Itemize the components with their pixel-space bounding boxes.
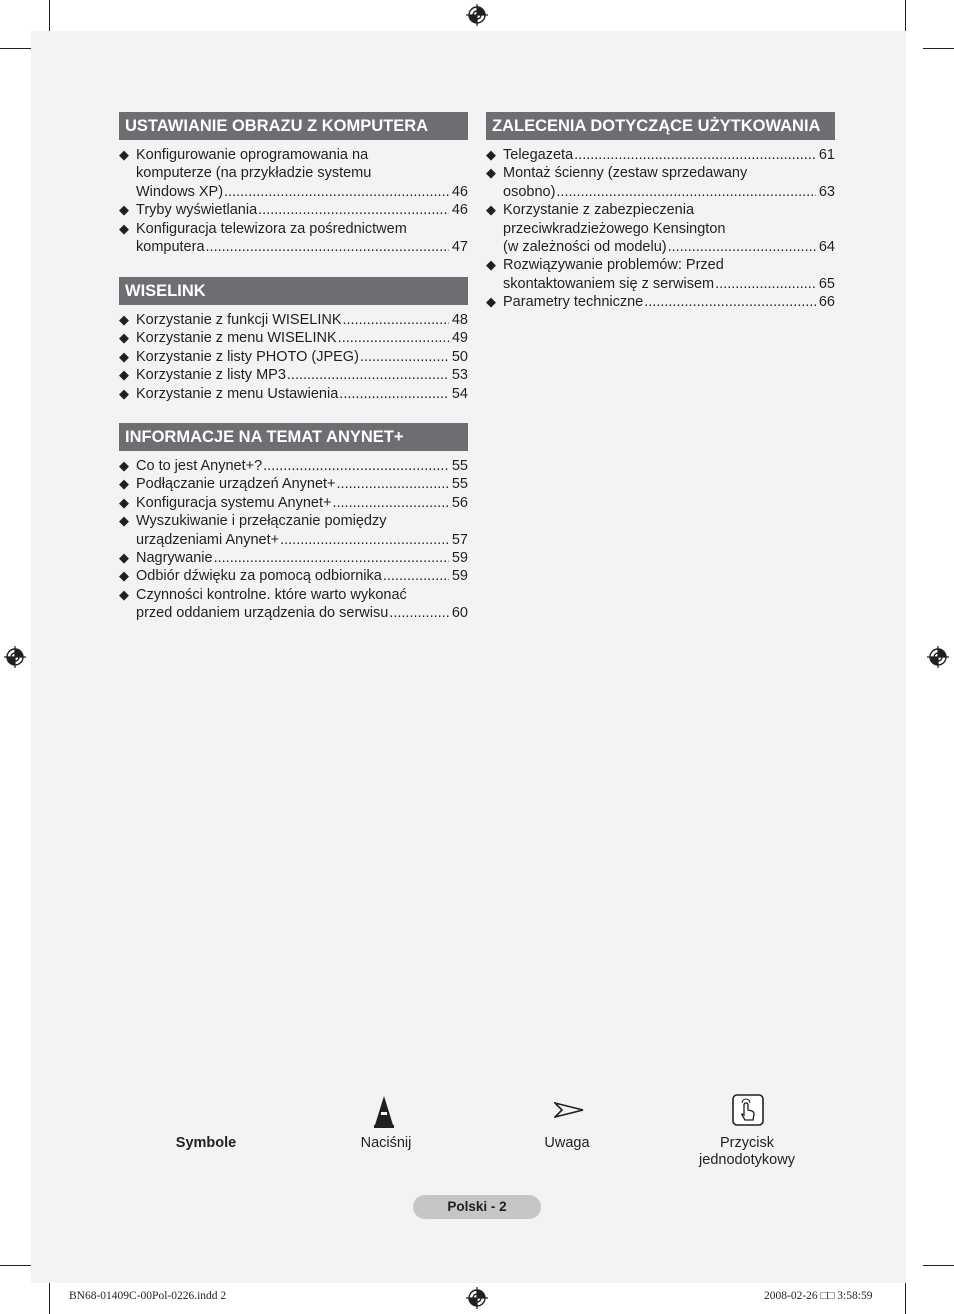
diamond-bullet-icon: ◆	[119, 586, 129, 602]
toc-entry[interactable]	[486, 164, 835, 201]
toc-entry-text: Korzystanie z listy MP3	[136, 367, 286, 384]
toc-entry-text: komputera	[136, 239, 205, 256]
diamond-bullet-icon: ◆	[119, 513, 129, 529]
toc-entry[interactable]	[119, 311, 468, 329]
page-number: 54	[451, 385, 468, 402]
page-number: 66	[818, 294, 835, 311]
toc-entry[interactable]	[119, 567, 468, 585]
toc-entry-text: Telegazeta	[503, 147, 574, 163]
toc-entry-text: Wyszukiwanie i przełączanie pomiędzy	[136, 513, 387, 530]
toc-entry-text: skontaktowaniem się z serwisem	[503, 275, 715, 292]
diamond-bullet-icon: ◆	[119, 330, 129, 346]
dot-leader	[332, 494, 448, 512]
page-number: 50	[451, 348, 468, 365]
toc-entry-last-line	[136, 494, 468, 512]
toc-entry[interactable]	[486, 146, 835, 164]
toc-entry-last-line	[136, 238, 468, 256]
diamond-bullet-icon: ◆	[119, 494, 129, 510]
page-number: 56	[451, 494, 468, 511]
toc-entry-text: komputerze (na przykładzie systemu	[136, 165, 372, 182]
toc-entry-text: Korzystanie z funkcji WISELINK	[136, 312, 342, 328]
dot-leader	[214, 549, 449, 567]
toc-entry-text: Korzystanie z menu Ustawienia	[136, 385, 339, 402]
toc-entry-text: osobno)	[503, 183, 556, 200]
toc-entry-text: Konfiguracja telewizora za pośrednictwem	[136, 220, 407, 237]
page-number: 49	[451, 330, 468, 347]
toc-entry[interactable]	[119, 512, 468, 549]
toc-entry-text: Odbiór dźwięku za pomocą odbiornika	[136, 568, 382, 585]
toc-entry-text: Konfigurowanie oprogramowania na	[136, 147, 369, 163]
toc-entry-last-line	[136, 531, 468, 549]
diamond-bullet-icon: ◆	[119, 220, 129, 236]
diamond-bullet-icon: ◆	[119, 202, 129, 218]
diamond-bullet-icon: ◆	[119, 348, 129, 364]
diamond-bullet-icon: ◆	[119, 385, 129, 401]
dot-leader	[338, 329, 449, 347]
page-number: 59	[451, 568, 468, 585]
toc-entry[interactable]	[486, 293, 835, 311]
toc-section-wiselink	[119, 277, 468, 403]
one-touch-button-icon	[732, 1094, 764, 1126]
toc-entry[interactable]	[119, 549, 468, 567]
registration-mark-icon	[4, 646, 26, 668]
crop-mark	[923, 48, 954, 49]
toc-entry-text: Konfiguracja systemu Anynet+	[136, 494, 332, 511]
dot-leader	[556, 183, 815, 201]
section-header: USTAWIANIE OBRAZU Z KOMPUTERA	[119, 112, 468, 140]
toc-entry-text: przeciwkradzieżowego Kensington	[503, 220, 726, 237]
page-number: 53	[451, 367, 468, 384]
note-label: Uwaga	[544, 1135, 590, 1151]
toc-list	[119, 146, 468, 256]
section-header: WISELINK	[119, 277, 468, 305]
toc-list	[119, 457, 468, 623]
crop-mark	[0, 48, 31, 49]
toc-entry-last-line	[136, 201, 468, 219]
toc-entry-last-line	[503, 183, 835, 201]
toc-entry[interactable]	[119, 494, 468, 512]
symbols-heading: Symbole	[175, 1135, 237, 1151]
crop-mark	[905, 1283, 906, 1314]
diamond-bullet-icon: ◆	[119, 458, 129, 473]
toc-entry-last-line	[136, 457, 468, 475]
toc-entry-last-line	[136, 385, 468, 403]
one-touch-label: Przycisk jednodotykowy	[699, 1135, 795, 1168]
toc-entry[interactable]	[119, 146, 468, 201]
toc-entry[interactable]	[119, 366, 468, 384]
dot-leader	[263, 457, 449, 475]
toc-entry-text: Parametry techniczne	[503, 294, 644, 311]
toc-entry-text: przed oddaniem urządzenia do serwisu	[136, 605, 389, 622]
toc-entry-text: Montaż ścienny (zestaw sprzedawany	[503, 165, 748, 182]
dot-leader	[668, 238, 816, 256]
toc-entry[interactable]	[119, 201, 468, 219]
page-number: 55	[451, 476, 468, 493]
toc-entry-text: Nagrywanie	[136, 550, 213, 567]
diamond-bullet-icon: ◆	[486, 165, 496, 181]
toc-entry-text: Tryby wyświetlania	[136, 202, 258, 219]
registration-mark-icon	[466, 4, 488, 26]
toc-entry-last-line	[503, 275, 835, 293]
note-arrow-icon	[554, 1102, 584, 1118]
toc-entry-text: Rozwiązywanie problemów: Przed	[503, 257, 724, 274]
registration-mark-icon	[927, 646, 949, 668]
diamond-bullet-icon: ◆	[119, 568, 129, 584]
dot-leader	[337, 475, 449, 493]
toc-list	[119, 311, 468, 403]
toc-entry-last-line	[503, 146, 835, 164]
page-number: 65	[818, 275, 835, 292]
page-number: 59	[451, 550, 468, 567]
dot-leader	[383, 567, 449, 585]
crop-mark	[0, 1265, 31, 1266]
registration-mark-icon	[466, 1287, 488, 1309]
toc-entry[interactable]	[119, 385, 468, 403]
toc-entry-last-line	[136, 183, 468, 201]
toc-entry-text: urządzeniami Anynet+	[136, 531, 280, 548]
toc-entry[interactable]	[119, 348, 468, 366]
toc-entry[interactable]	[119, 457, 468, 475]
toc-entry-last-line	[136, 475, 468, 493]
page-number: 46	[451, 183, 468, 200]
toc-entry-text: Czynności kontrolne. które warto wykonać	[136, 586, 407, 603]
toc-entry[interactable]	[119, 586, 468, 623]
section-header: INFORMACJE NA TEMAT ANYNET+	[119, 423, 468, 451]
diamond-bullet-icon: ◆	[119, 367, 129, 383]
slug-right: 2008-02-26 □□ 3:58:59	[764, 1290, 873, 1302]
toc-entry-last-line	[503, 238, 835, 256]
dot-leader	[287, 366, 449, 384]
diamond-bullet-icon: ◆	[486, 147, 496, 162]
page-number: 55	[451, 458, 468, 474]
toc-section-pc-picture	[119, 112, 468, 256]
toc-entry-last-line	[136, 549, 468, 567]
dot-leader	[715, 275, 816, 293]
page-number: 57	[451, 531, 468, 548]
crop-mark	[49, 1283, 50, 1314]
toc-entry-text: (w zależności od modelu)	[503, 239, 667, 256]
diamond-bullet-icon: ◆	[486, 257, 496, 273]
dot-leader	[644, 293, 816, 311]
diamond-bullet-icon: ◆	[119, 147, 129, 162]
page-number: 64	[818, 239, 835, 256]
diamond-bullet-icon: ◆	[119, 550, 129, 566]
toc-entry[interactable]	[486, 201, 835, 256]
toc-entry-text: Korzystanie z listy PHOTO (JPEG)	[136, 348, 359, 365]
toc-entry[interactable]	[119, 475, 468, 493]
diamond-bullet-icon: ◆	[119, 476, 129, 492]
toc-entry-last-line	[136, 366, 468, 384]
page-number: 46	[451, 202, 468, 219]
toc-entry[interactable]	[119, 329, 468, 347]
dot-leader	[280, 531, 449, 549]
slug-left: BN68-01409C-00Pol-0226.indd 2	[69, 1290, 227, 1302]
dot-leader	[224, 183, 449, 201]
toc-entry-last-line	[136, 348, 468, 366]
toc-list	[486, 146, 835, 312]
crop-mark	[923, 1265, 954, 1266]
dot-leader	[258, 201, 449, 219]
press-label: Naciśnij	[360, 1135, 412, 1151]
page-number: 61	[818, 147, 835, 163]
page-number: 47	[451, 239, 468, 256]
toc-entry-last-line	[136, 311, 468, 329]
toc-entry-text: Korzystanie z menu WISELINK	[136, 330, 337, 347]
crop-mark	[905, 0, 906, 31]
dot-leader	[360, 348, 449, 366]
page-number: 60	[451, 605, 468, 622]
toc-entry-last-line	[503, 293, 835, 311]
diamond-bullet-icon: ◆	[486, 202, 496, 218]
dot-leader	[343, 311, 449, 329]
section-header: ZALECENIA DOTYCZĄCE UŻYTKOWANIA	[486, 112, 835, 140]
toc-entry-last-line	[136, 604, 468, 622]
toc-entry-text: Korzystanie z zabezpieczenia	[503, 202, 695, 219]
crop-mark	[49, 0, 50, 31]
toc-entry[interactable]	[119, 220, 468, 257]
diamond-bullet-icon: ◆	[486, 294, 496, 310]
page-number: 63	[818, 183, 835, 200]
dot-leader	[206, 238, 449, 256]
toc-entry-text: Co to jest Anynet+?	[136, 458, 263, 474]
page-number: 48	[451, 312, 468, 328]
diamond-bullet-icon: ◆	[119, 312, 129, 327]
toc-entry[interactable]	[486, 256, 835, 293]
toc-entry-last-line	[136, 567, 468, 585]
toc-entry-last-line	[136, 329, 468, 347]
page-number-pill: Polski - 2	[413, 1195, 541, 1219]
dot-leader	[574, 146, 816, 164]
dot-leader	[339, 385, 449, 403]
toc-section-anynet	[119, 423, 468, 623]
press-icon	[372, 1094, 396, 1130]
toc-section-usage-tips	[486, 112, 835, 312]
toc-entry-text: Windows XP)	[136, 183, 224, 200]
dot-leader	[389, 604, 449, 622]
toc-entry-text: Podłączanie urządzeń Anynet+	[136, 476, 336, 493]
